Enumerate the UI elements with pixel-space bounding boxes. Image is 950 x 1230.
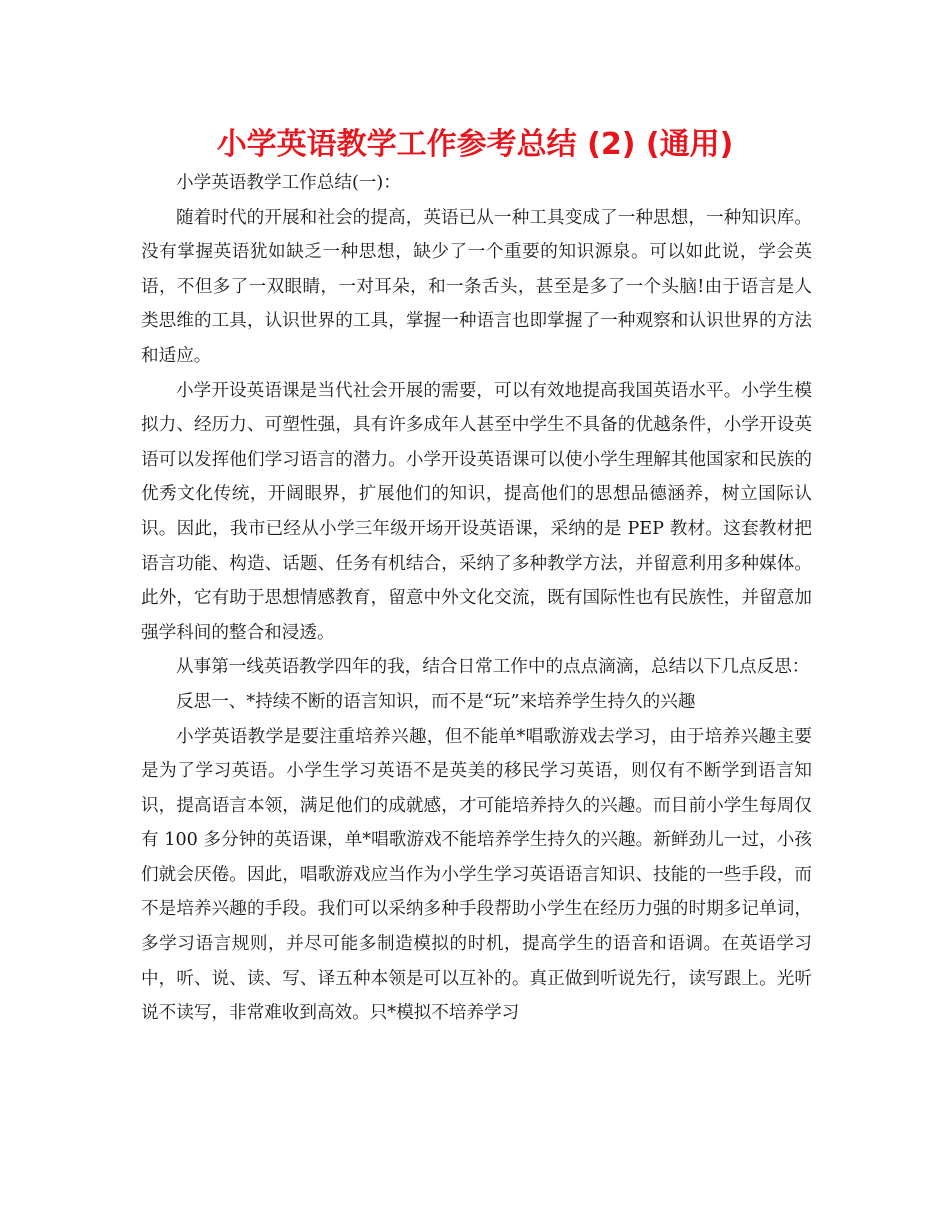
document-title: 小学英语教学工作参考总结 (2) (通用): [216, 127, 734, 162]
paragraph: 小学英语教学是要注重培养兴趣，但不能单*唱歌游戏去学习，由于培养兴趣主要是为了学习英语。小学生学习英语不是英美的移民学习英语，则仅有不断学到语言知识，提高语言本领，满足他们的成就感，才可能培养持久的兴趣。而目前小学生每周仅有 100 多分钟的英语课，单*唱歌游戏不能培养学生持久的兴趣。新鲜劲儿一过，小孩们就会厌倦。因此，唱歌游戏应当作为小学生学习英语语言知识、技能的一些手段，而不是培养兴趣的手段。我们可以采纳多种手段帮助小学生在经历力强的时期多记单词，多学习语言规则，并尽可能多制造模拟的时机，提高学生的语音和语调。在英语学习中，听、说、读、写、译五种本领是可以互补的。真正做到听说先行，读写跟上。光听说不读写，非常难收到高效。只*模拟不培养学习: [141, 726, 812, 1024]
section-heading: 小学英语教学工作总结(一)：: [176, 173, 401, 193]
paragraph: 从事第一线英语教学四年的我，结合日常工作中的点点滴滴，总结以下几点反思：: [176, 657, 810, 678]
paragraph: 随着时代的开展和社会的提高，英语已从一种工具变成了一种思想，一种知识库。没有掌握英语犹如缺乏一种思想，缺少了一个重要的知识源泉。可以如此说，学会英语，不但多了一双眼睛，一对耳朵，和一条舌头，甚至是多了一个头脑!由于语言是人类思维的工具，认识世界的工具，掌握一种语言也即掌握了一种观察和认识世界的方法和适应。: [141, 207, 812, 366]
reflection-heading: 反思一、*持续不断的语言知识，而不是“玩”来培养学生持久的兴趣: [176, 691, 696, 712]
paragraph: 小学开设英语课是当代社会开展的需要，可以有效地提高我国英语水平。小学生模拟力、经历力、可塑性强，具有许多成年人甚至中学生不具备的优越条件，小学开设英语可以发挥他们学习语言的潜力。小学开设英语课可以使小学生理解其他国家和民族的优秀文化传统，开阔眼界，扩展他们的知识，提高他们的思想品德涵养，树立国际认识。因此，我市已经从小学三年级开场开设英语课，采纳的是 PEP 教材。这套教材把语言功能、构造、话题、任务有机结合，采纳了多种教学方法，并留意利用多种媒体。此外，它有助于思想情感教育，留意中外文化交流，既有国际性也有民族性，并留意加强学科间的整合和浸透。: [141, 380, 812, 643]
document-body: [141, 166, 812, 1031]
